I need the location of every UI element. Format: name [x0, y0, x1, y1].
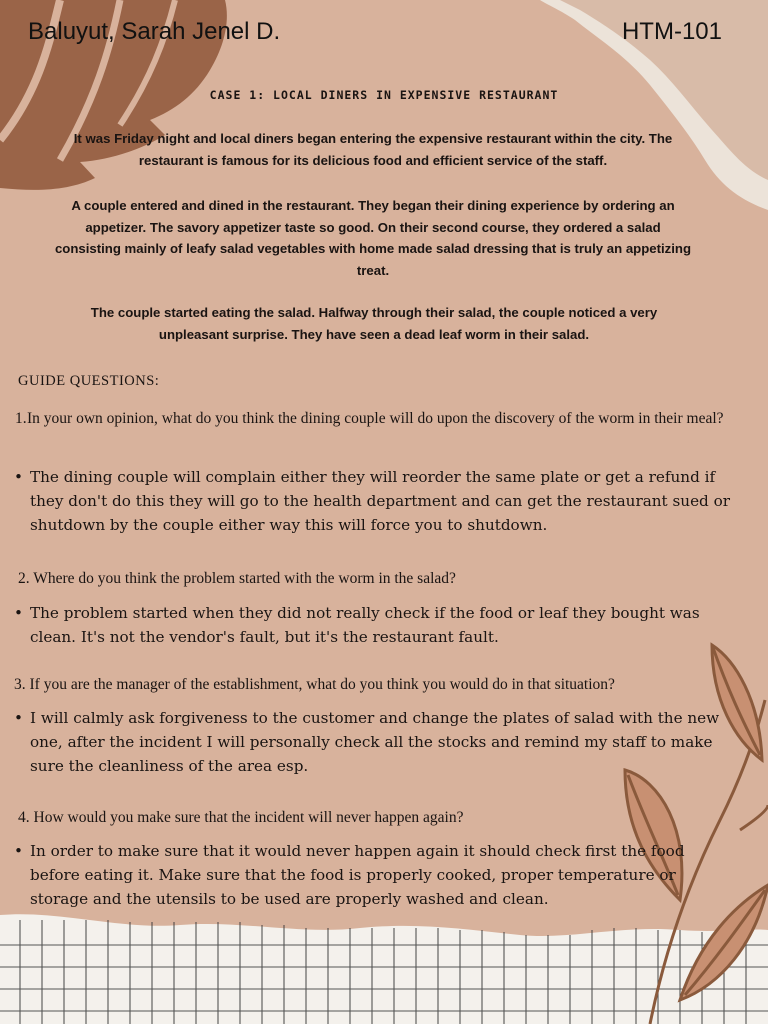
answer-3-bullet: •	[14, 709, 23, 727]
answer-3-text: I will calmly ask forgiveness to the customer and change the plates of salad with the new one, after the incident I will personally check all the stocks and remind my staff to make sure the cleanliness of the area esp.	[30, 709, 720, 775]
answer-1-bullet: •	[14, 468, 23, 486]
answer-2-bullet: •	[14, 604, 23, 622]
guide-heading: GUIDE QUESTIONS:	[18, 373, 160, 389]
answer-4	[14, 839, 718, 911]
answer-4-text: In order to make sure that it would never happen again it should check first the food before eating it. Make sure that the food is properly cooked, proper temperature or storage and the utensils to be used are properly washed and clean.	[30, 842, 685, 908]
student-name: Baluyut, Sarah Jenel D.	[28, 18, 281, 45]
question-2-text: 2. Where do you think the problem started with the worm in the salad?	[18, 570, 456, 587]
question-3	[14, 674, 754, 695]
question-1-number: 1.	[15, 410, 27, 427]
case-paragraph-1: It was Friday night and local diners began entering the expensive restaurant within the city. The restaurant is famous for its delicious food and efficient service of the staff.	[73, 131, 673, 168]
question-4-text: 4. How would you make sure that the incident will never happen again?	[18, 809, 464, 826]
case-title: CASE 1: LOCAL DINERS IN EXPENSIVE RESTAURANT	[209, 88, 559, 102]
answer-1-text: The dining couple will complain either they will reorder the same plate or get a refund if they don't do this they will go to the health department and can get the restaurant sued or shutdown by the couple either way this will force you to shutdown.	[30, 468, 731, 534]
question-4	[18, 807, 748, 828]
question-3-text: 3. If you are the manager of the establishment, what do you think you would do in that situation?	[14, 676, 615, 693]
answer-4-bullet: •	[14, 842, 23, 860]
course-code: HTM-101	[621, 18, 722, 45]
case-paragraph-2: A couple entered and dined in the restaurant. They began their dining experience by ordering an appetizer. The savory appetizer taste so good. On their second course, they ordered a salad consisting mainly of leafy salad vegetables with home made salad dressing that is truly an appetizing treat.	[54, 198, 692, 278]
answer-2	[14, 601, 738, 649]
answer-3	[14, 706, 746, 778]
case-paragraph-3: The couple started eating the salad. Halfway through their salad, the couple noticed a very unpleasant surprise. They have seen a dead leaf worm in their salad.	[90, 305, 658, 342]
question-1-text: In your own opinion, what do you think the dining couple will do upon the discovery of the worm in their meal?	[27, 410, 724, 427]
answer-1	[14, 465, 734, 537]
answer-2-text: The problem started when they did not really check if the food or leaf they bought was clean. It's not the vendor's fault, but it's the restaurant fault.	[30, 604, 700, 646]
question-1	[15, 408, 747, 429]
question-2	[18, 568, 748, 589]
